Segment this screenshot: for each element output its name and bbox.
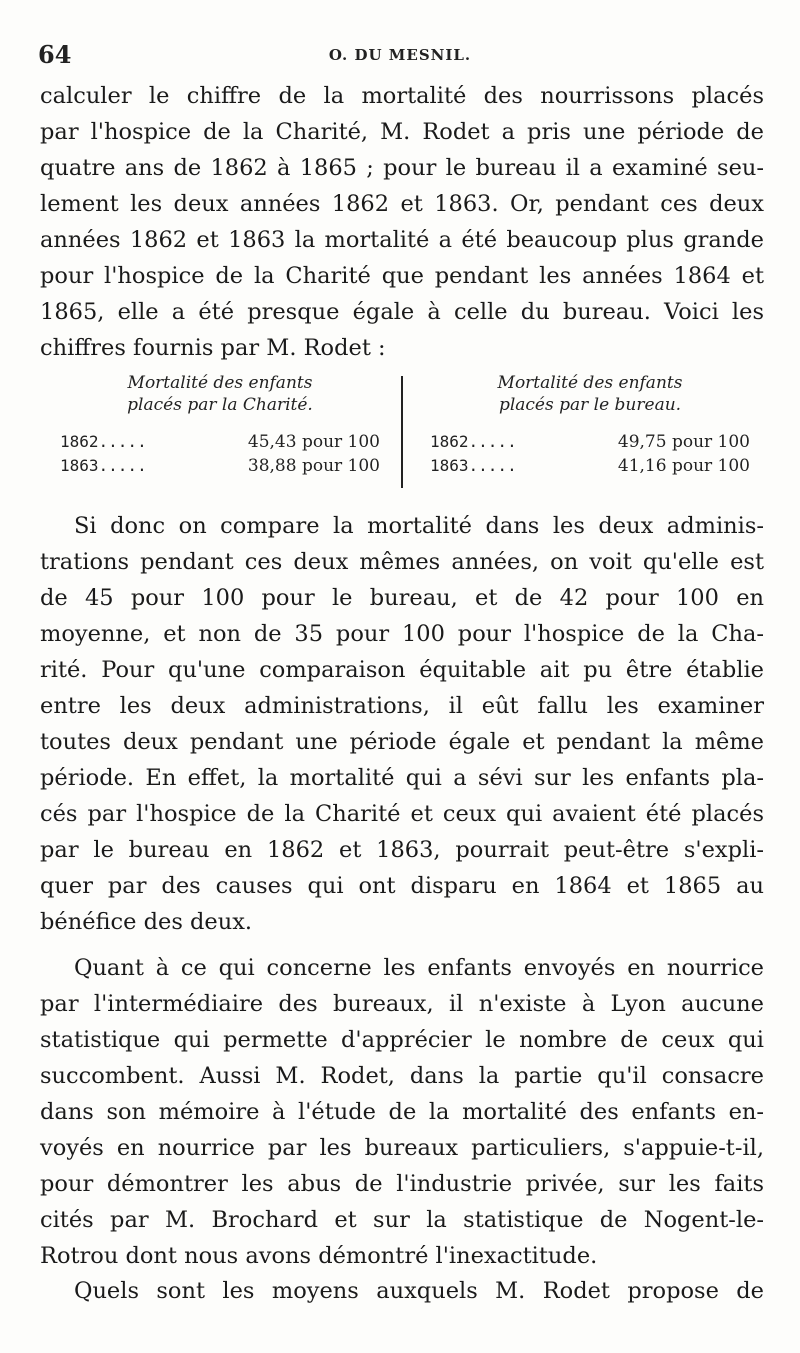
page-header <box>38 36 762 76</box>
text-line: cés par l'hospice de la Charité et ceux qui avaient été placés <box>40 801 764 827</box>
paragraph-2 <box>40 508 764 940</box>
column-heading-line: Mortalité des enfants <box>497 373 683 393</box>
text-line: chiffres fournis par M. Rodet : <box>40 335 386 361</box>
text-line: succombent. Aussi M. Rodet, dans la partie qu'il consacre <box>40 1063 764 1089</box>
table-row <box>60 454 380 478</box>
column-heading-line: placés par le bureau. <box>498 395 682 415</box>
text-line: pour l'hospice de la Charité que pendant les années 1864 et <box>40 263 764 289</box>
paragraph-3 <box>40 950 764 1274</box>
text-line: rité. Pour qu'une comparaison équitable ait pu être établie <box>40 657 764 683</box>
text-line: par le bureau en 1862 et 1863, pourrait peut-être s'expli- <box>40 837 764 863</box>
text-line: période. En effet, la mortalité qui a sévi sur les enfants pla- <box>40 765 764 791</box>
row-value: 49,75 pour 100 <box>617 432 750 452</box>
text-line: de 45 pour 100 pour le bureau, et de 42 pour 100 en <box>40 585 764 611</box>
column-divider <box>401 376 403 488</box>
text-line: années 1862 et 1863 la mortalité a été beaucoup plus grande <box>40 227 764 253</box>
table-column-bureau <box>430 372 750 494</box>
text-line: lement les deux années 1862 et 1863. Or, pendant ces deux <box>40 191 764 217</box>
text-line: par l'intermédiaire des bureaux, il n'existe à Lyon aucune <box>40 991 764 1017</box>
text-line: trations pendant ces deux mêmes années, on voit qu'elle est <box>40 549 764 575</box>
text-line: 1865, elle a été presque égale à celle du bureau. Voici les <box>40 299 764 325</box>
row-year: 1863..... <box>430 456 517 475</box>
running-head: O. DU MESNIL. <box>328 46 472 64</box>
text-line: toutes deux pendant une période égale et pendant la même <box>40 729 764 755</box>
text-line: Quels sont les moyens auxquels M. Rodet propose de <box>74 1278 764 1304</box>
column-heading <box>430 372 750 416</box>
table-row <box>430 430 750 454</box>
paragraph-4 <box>40 1273 764 1309</box>
row-year: 1862..... <box>60 432 147 451</box>
text-line: entre les deux administrations, il eût fallu les examiner <box>40 693 764 719</box>
table-rows <box>60 430 380 478</box>
text-line: moyenne, et non de 35 pour 100 pour l'hospice de la Cha- <box>40 621 764 647</box>
column-heading <box>60 372 380 416</box>
text-line: pour démontrer les abus de l'industrie privée, sur les faits <box>40 1171 764 1197</box>
text-line: calculer le chiffre de la mortalité des nourrissons placés <box>40 83 764 109</box>
table-row <box>60 430 380 454</box>
text-line: Rotrou dont nous avons démontré l'inexactitude. <box>40 1243 598 1269</box>
row-year: 1863..... <box>60 456 147 475</box>
table-column-charite <box>60 372 380 494</box>
row-value: 45,43 pour 100 <box>247 432 380 452</box>
table-rows <box>430 430 750 478</box>
text-line: statistique qui permette d'apprécier le nombre de ceux qui <box>40 1027 764 1053</box>
text-line: Si donc on compare la mortalité dans les deux adminis- <box>74 513 764 539</box>
text-line: Quant à ce qui concerne les enfants envoyés en nourrice <box>74 955 764 981</box>
text-line: par l'hospice de la Charité, M. Rodet a pris une période de <box>40 119 764 145</box>
paragraph-1 <box>40 78 764 366</box>
text-line: cités par M. Brochard et sur la statistique de Nogent-le- <box>40 1207 764 1233</box>
text-line: quer par des causes qui ont disparu en 1864 et 1865 au <box>40 873 764 899</box>
row-value: 41,16 pour 100 <box>617 456 750 476</box>
text-line: dans son mémoire à l'étude de la mortalité des enfants en- <box>40 1099 764 1125</box>
column-heading-line: placés par la Charité. <box>127 395 313 415</box>
mortality-table <box>60 372 750 494</box>
table-row <box>430 454 750 478</box>
text-line: quatre ans de 1862 à 1865 ; pour le bureau il a examiné seu- <box>40 155 764 181</box>
text-line: voyés en nourrice par les bureaux particuliers, s'appuie-t-il, <box>40 1135 764 1161</box>
page-number: 64 <box>38 40 72 69</box>
text-line: bénéfice des deux. <box>40 909 253 935</box>
row-year: 1862..... <box>430 432 517 451</box>
row-value: 38,88 pour 100 <box>247 456 380 476</box>
column-heading-line: Mortalité des enfants <box>127 373 313 393</box>
